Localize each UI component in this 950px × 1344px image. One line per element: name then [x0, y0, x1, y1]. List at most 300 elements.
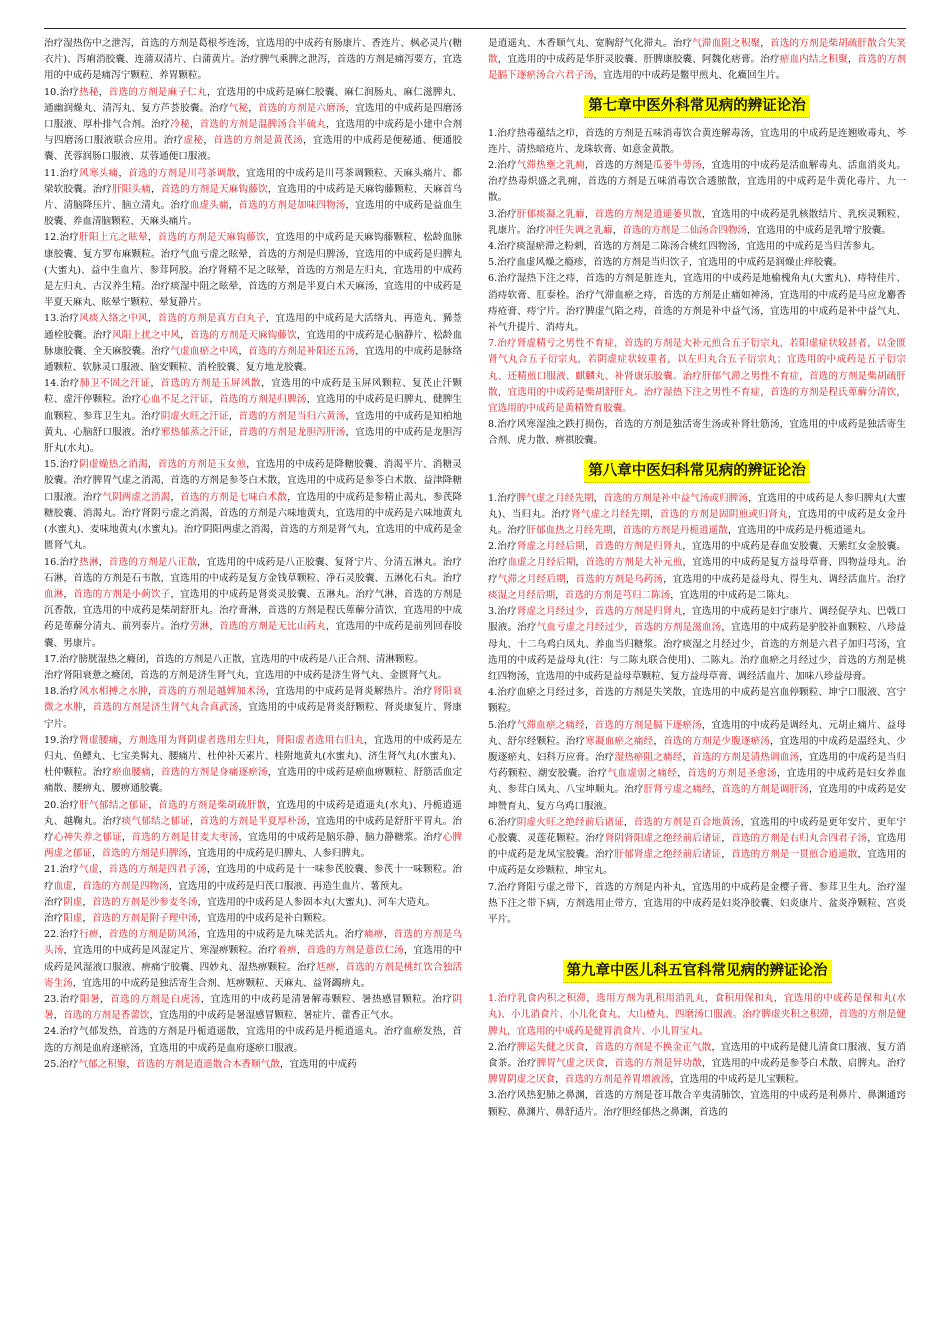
text-run: 1.治疗: [488, 492, 517, 504]
text-run: ，宜选用的中成药是人参固本丸(大蜜丸)、河车大造丸。: [197, 896, 436, 908]
text-run: ，宜选用的中成药是心脑静片、松龄血脉康胶囊、全天麻胶囊。治疗: [44, 329, 462, 357]
paragraph: [488, 126, 906, 158]
text-run: ，宜选用的中成药是天麻钩藤颗粒、天麻首乌片、清脑降压片、脑立清丸。治疗: [44, 183, 462, 212]
text-run: ，宜选用的中成药是人参归脾丸(大蜜丸)、当归丸。治疗: [488, 492, 906, 520]
highlighted-text: 首选的方剂是补中益气汤或归脾汤: [603, 492, 748, 504]
highlighted-text: 阳虚: [63, 912, 83, 924]
text-run: ，宜选用的中成药是八正胶囊、复肾宁片、分清五淋丸。治疗石淋，首选的方剂是石韦散，宜选用的中成药是复方金钱草颗粒、净石灵胶囊、五淋化石丸。治疗: [44, 556, 462, 584]
text-run: 治疗肾阳衰惫之癃闭，首选的方剂是济生肾气丸，宜选用的中成药是济生肾气丸、金匮肾气丸。: [44, 669, 447, 681]
highlighted-text: 首选的方剂是玉屏风散: [160, 378, 262, 390]
text-run: ，: [150, 183, 161, 195]
text-run: ，: [147, 232, 158, 244]
highlighted-text: 邪热郁蒸之汗证: [160, 426, 229, 438]
text-run: ，: [209, 394, 220, 406]
text-run: ，宜选用的中成药是小建中合剂与四磨汤口服液联合应用。治疗: [44, 119, 462, 147]
highlighted-text: 阴暑: [44, 993, 462, 1022]
highlighted-text: 首选的方剂是乌头汤: [44, 929, 462, 957]
text-run: ，: [584, 208, 595, 220]
highlighted-text: 首选的方剂是龙胆泻肝汤: [238, 426, 346, 438]
text-run: ，宜选用的中成药是肾炎解热片。治疗: [265, 686, 433, 698]
highlighted-text: 冲任失调之乳癖: [545, 224, 613, 236]
highlighted-text: 首选的方剂是芎归二陈汤: [564, 589, 671, 601]
highlighted-text: 肾气虚之月经先期: [570, 508, 650, 520]
highlighted-text: 首选的方剂是调肝汤: [721, 784, 809, 796]
highlighted-text: 首选的方剂是薏苡仁汤: [306, 945, 404, 957]
highlighted-text: 风水相搏之水肿: [79, 686, 148, 698]
paragraph: [488, 685, 906, 717]
highlighted-text: 首选的方剂是圣愈汤: [687, 768, 777, 780]
text-run: ，宜选用的中成药是左归丸、鱼鳔丸、七宝美髯丸、腰痛片、杜仲补天素片、桂附地黄丸(水蜜丸)、济生肾气丸(水蜜丸)、杜仲颗粒。治疗: [44, 734, 462, 779]
highlighted-text: 首选的方剂是无比山药丸: [219, 621, 327, 633]
text-run: 24.治疗气郁发热，首选的方剂是丹栀逍遥散，宜选用的中成药是丹栀逍遥丸。治疗血瘀发热，首选的方剂是血府逐瘀汤，宜选用的中成药是血府逐瘀口服液。: [44, 1026, 462, 1054]
text-run: 11.治疗: [44, 167, 80, 179]
text-run: ，宜选用的中成药是健儿清食口服液、复方消食茶。治疗: [488, 1041, 906, 1069]
text-run: ，: [189, 815, 200, 827]
paragraph: [488, 991, 906, 1040]
highlighted-text: 首选的方剂是四物汤: [82, 880, 169, 892]
highlighted-text: 气滞血阻之积聚: [692, 38, 761, 49]
highlighted-text: 肾阴肾阳虚之绝经前后诸证: [604, 832, 722, 844]
text-run: ，: [682, 751, 693, 763]
text-run: 4.治疗血瘀之月经过多，首选的方剂是失笑散，宜选用的中成药是宫血停颗粒、坤宁口服液、宫宁颗粒。: [488, 687, 906, 715]
highlighted-text: 首选的方剂是麻子仁丸: [108, 86, 207, 98]
highlighted-text: 7.治疗肾虚精亏之男性不育症，首选的方剂是大补元煎合五子衍宗丸，若阳虚症状较甚者，以金匮肾气丸合五子衍宗丸，若阴虚症状较重者，以左归丸合五子衍宗丸；宜选用的中成药是五子衍宗丸、还精煎口服液、麒麟丸、补肾康乐胶囊。治疗肝郁气滞之男性不育症，首选的方剂是柴胡疏肝散，宜选用的中成药是柴胡舒肝丸。治疗湿热下注之男性不育症，首选的方剂是程氏萆薢分清饮，宜选用的中成药是黄精赞育胶囊。: [488, 338, 906, 415]
highlighted-text: 尪痹: [316, 961, 336, 973]
text-run: ，: [555, 589, 565, 601]
highlighted-text: 首选的方剂是膈下逐瘀汤: [594, 719, 702, 731]
highlighted-text: 首选的方剂是二仙汤合四物汤: [622, 224, 748, 236]
text-run: ，宜选用的中成药是乳核散结片、乳疾灵颗粒、乳康片。治疗: [488, 208, 906, 236]
text-run: ，宜选用的中成药是瘀血痹颗粒、舒筋活血定痛散、腰痹丸、腰痹通胶囊。: [44, 767, 462, 795]
highlighted-text: 首选的方剂是小蓟饮子: [73, 588, 171, 600]
text-run: ，: [721, 832, 732, 844]
paragraph: [488, 239, 906, 255]
text-run: ，: [170, 491, 181, 503]
highlighted-text: 痰气郁结之郁证: [121, 815, 190, 827]
text-run: 19.治疗: [44, 734, 80, 746]
highlighted-text: 心血不足之汗证: [141, 394, 210, 406]
highlighted-text: 肝肾亏虚之痛经: [643, 784, 712, 796]
highlighted-text: 瘀血内结之积聚: [779, 54, 848, 66]
paragraph: [44, 895, 462, 911]
highlighted-text: 血虚头痛: [189, 200, 229, 212]
highlighted-text: 阴虚: [63, 896, 83, 908]
highlighted-text: 首选的方剂是沙参麦冬汤: [91, 896, 198, 908]
text-run: ，: [649, 508, 660, 520]
text-run: ，: [624, 622, 634, 634]
highlighted-text: 首选的方剂是甘麦大枣汤: [131, 831, 239, 843]
paragraph: [44, 555, 462, 652]
text-run: ，宜选用的中成药是麻仁胶囊、麻仁润肠丸、麻仁滋脾丸、通幽润燥丸、清泻丸、复方芦荟胶囊。治疗: [44, 86, 462, 114]
paragraph: [44, 457, 462, 554]
text-run: 5.治疗: [488, 719, 517, 731]
highlighted-text: 风寒头痛: [79, 167, 119, 179]
text-run: 2.治疗: [488, 541, 517, 553]
text-run: ，宜选用的中成药是调经丸、元胡止痛片、益母丸、舒尔经颗粒。治疗: [488, 719, 906, 747]
text-run: ，宜选用的中成药是安坤赞育丸、复方乌鸡口服液。: [488, 784, 906, 812]
highlighted-text: 痛痹: [364, 929, 384, 941]
text-run: ，宜选用的中成药是丹栀逍遥丸。: [727, 525, 872, 537]
text-run: ，: [584, 541, 595, 553]
text-run: ，: [82, 912, 92, 924]
paragraph: [44, 733, 462, 798]
paragraph: [44, 798, 462, 863]
text-run: ，宜选用的中成药是乳增宁胶囊。: [747, 224, 891, 236]
text-run: ，: [711, 784, 722, 796]
highlighted-text: 首选的方剂是逍遥蒌贝散: [594, 208, 702, 220]
text-run: ，: [238, 345, 249, 357]
text-run: 2.治疗: [488, 160, 517, 172]
section-spacer: [488, 928, 906, 950]
text-run: 8.治疗风寒湿浊之跌打损伤，首选的方剂是独活寄生汤或补肾壮筋汤，宜选用的中成药是独活寄生合剂、虎力散、痹祺胶囊。: [488, 419, 906, 447]
text-run: ，: [98, 929, 109, 941]
highlighted-text: 肝阳头痛: [112, 183, 151, 195]
paragraph: [488, 604, 906, 685]
paragraph: [488, 158, 906, 207]
text-run: ，宜选用的中成药是补白颗粒。: [197, 912, 332, 924]
highlighted-text: 湿热瘀阻之痛经: [614, 751, 683, 763]
text-run: ，宜选用的中成药: [279, 1058, 357, 1070]
text-run: ，宜选用的中成药是春血安胶囊、天紫红女金胶囊。治疗: [488, 541, 906, 569]
chapter-8-body: [488, 491, 906, 928]
text-run: 3.治疗: [488, 606, 517, 618]
text-run: ，: [228, 410, 239, 422]
left-column: [44, 36, 462, 1332]
highlighted-text: 风痰入络之中风: [79, 313, 148, 325]
highlighted-text: 肝郁血热之月经先期: [526, 525, 613, 537]
paragraph: [488, 1040, 906, 1089]
top-rule: [44, 28, 906, 29]
text-run: 15.治疗: [44, 459, 80, 471]
paragraph: [488, 207, 906, 239]
text-run: 6.治疗: [488, 816, 517, 828]
text-run: ，宜选用的中成药是玉屏风颗粒、复芪止汗颗粒、虚汗停颗粒。治疗: [44, 378, 462, 406]
text-run: ，: [121, 831, 132, 843]
chapter-7-body: [488, 126, 906, 450]
text-run: ，宜选用的中成药是更年安片、更年宁心胶囊、灵莲花颗粒。治疗: [488, 816, 906, 844]
text-run: ，宜选用的中成药是复方益母草膏、四物益母丸。治疗: [488, 557, 906, 585]
text-run: 7.治疗肾阳亏虚之带下，首选的方剂是内补丸，宜选用的中成药是金樱子膏、参茸卫生丸。治疗湿热下注之带下病，方剂选用止带方，宜选用的中成药是妇炎净胶囊、妇炎康片、盆炎净颗粒、宫炎平片。: [488, 881, 906, 925]
highlighted-text: 首选的方剂是养胃增液汤: [564, 1074, 671, 1086]
text-run: ，: [677, 768, 688, 780]
highlighted-text: 肝气郁结之郁证: [79, 799, 149, 811]
text-run: ，: [150, 767, 161, 779]
text-run: ，宜选用的中成药是四磨汤口服液、厚朴排气合剂。治疗: [44, 102, 462, 131]
highlighted-text: 首选的方剂是真方白丸子: [157, 313, 266, 325]
highlighted-text: 首选的方剂是天麻钩藤饮: [160, 183, 268, 195]
text-run: ，: [612, 525, 623, 537]
highlighted-text: 首选的方剂是柴胡疏肝散: [158, 799, 267, 811]
paragraph: [488, 815, 906, 880]
text-run: ，宜选用的中成药是前列回春胶囊、男康片。: [44, 621, 462, 649]
text-run: ，宜选用的中成药是暑湿感冒颗粒、暑症片、藿香正气水。: [149, 1010, 399, 1022]
text-run: ，宜选用的中成药是二陈丸。: [670, 589, 795, 601]
highlighted-text: 首选的方剂是百合地黄汤: [633, 816, 741, 828]
highlighted-text: 热淋: [79, 556, 99, 568]
highlighted-text: 首选的方剂是归肾丸: [594, 606, 683, 618]
highlighted-text: 首选的方剂是附子理中汤: [91, 912, 198, 924]
text-run: ，: [180, 329, 190, 341]
highlighted-text: 首选的方剂是身痛逐瘀汤: [160, 767, 268, 779]
text-run: ，宜选用的中成药是驴胶补血颗粒、八珍益母丸、十二乌鸡白凤丸、养血当归糖浆。治疗痰湿之月经过少，首选的方剂是六君子加归芎汤，宜选用的中成药是益母丸(注：与二陈丸联合使用)、二陈丸。治疗血瘀之月经过少，首选的方剂是桃红四物汤，宜选用的中成药是益母草颗粒、复方益母草膏、调经活血片、加味八珍益母膏。: [488, 622, 906, 682]
text-run: ，: [82, 896, 92, 908]
highlighted-text: 冷秘: [170, 119, 190, 131]
text-run: ，宜选用的中成药是益母丸、得生丸、调经活血片。治疗: [663, 573, 906, 585]
paragraph: [488, 271, 906, 336]
text-run: 2.治疗: [488, 1041, 517, 1053]
text-run: 3.治疗: [488, 208, 517, 220]
text-run: ，宜选用的中成药是女珍颗粒、坤宝丸。: [488, 849, 906, 877]
highlighted-text: 首选的方剂是防风汤: [108, 929, 198, 941]
text-run: 14.治疗: [44, 378, 80, 390]
paragraph: [44, 1057, 462, 1073]
text-run: ，首选的方剂是: [584, 160, 654, 172]
highlighted-text: 肾虚之月经后期: [516, 541, 585, 553]
text-run: ，: [584, 1041, 595, 1053]
text-run: 治疗湿热伤中之泄泻，首选的方剂是葛根芩连汤，宜选用的中成药有肠康片、香连片、枫必灵片(糖衣片)、泻痢消胶囊、连蒲双清片、白蒲黄片。治疗脾气乘脾之泄泻，首选的方剂是痛泻要方，宜选用的中成药是痛泻宁颗粒、养胃颗粒。: [44, 38, 462, 82]
paragraph: [44, 927, 462, 992]
text-run: 17.治疗膀胱湿热之癃闭，首选的方剂是八正散，宜选用的中成药是八正合剂、清淋颗粒。: [44, 653, 424, 665]
highlighted-text: 气虚: [79, 864, 99, 876]
highlighted-text: 瓜蒌牛蒡汤: [653, 160, 702, 172]
highlighted-text: 血虚: [53, 880, 73, 892]
paragraph: [488, 417, 906, 449]
paragraph: [44, 992, 462, 1024]
text-run: ，: [147, 313, 158, 325]
paragraph: [488, 880, 906, 929]
text-run: ，宜选用的中成药是逍遥丸(水丸)、丹栀逍遥丸、越鞠丸。治疗: [44, 799, 462, 827]
paragraph: [44, 230, 462, 311]
text-run: ，: [565, 573, 576, 585]
text-run: ，: [623, 816, 634, 828]
text-run: 10.治疗: [44, 86, 80, 98]
highlighted-text: 气阴两虚之消渴: [102, 491, 171, 503]
text-run: ，宜选用的中成药是十一味参芪胶囊、参芪十一味颗粒。治疗: [44, 864, 462, 892]
highlighted-text: 首选的方剂是乌药汤: [575, 573, 664, 585]
highlighted-text: 首选的方剂是柴胡疏肝散合失笑散: [488, 38, 906, 66]
text-run: ，宜选用的中成药是知柏地黄丸、心脑舒口服液。治疗: [44, 410, 462, 438]
paragraph: [44, 376, 462, 457]
paragraph: [488, 336, 906, 417]
paragraph: [488, 491, 906, 540]
text-run: ，: [721, 849, 732, 861]
text-run: ，宜选用的中成药是独活寄生合剂、尪痹颗粒、天麻丸、益肾蠲痹丸。: [72, 977, 371, 989]
highlighted-text: 瘀血腰痛: [112, 767, 151, 779]
paragraph: [44, 166, 462, 231]
highlighted-text: 行痹: [79, 929, 99, 941]
text-run: ，: [228, 426, 239, 438]
text-run: 23.治疗: [44, 993, 80, 1005]
text-run: ，: [82, 702, 93, 714]
highlighted-text: 脾胃气虚之厌食: [536, 1057, 605, 1069]
text-run: ，: [612, 224, 623, 236]
highlighted-text: 首选的方剂是清热调血汤: [692, 751, 800, 763]
highlighted-text: 气滞之月经后期: [497, 573, 566, 585]
text-run: ，: [118, 167, 129, 179]
text-run: ，宜选用的中成药是参苓白术散、启脾丸。治疗: [701, 1057, 906, 1069]
highlighted-text: 阴虚火旺之绝经前后诸证: [516, 816, 624, 828]
highlighted-text: 气血虚弱之痛经: [607, 768, 678, 780]
highlighted-text: 血淋: [44, 588, 64, 600]
text-run: ，: [118, 734, 129, 746]
highlighted-text: 首选的方剂是川芎茶调散: [128, 167, 237, 179]
highlighted-text: 首选的方剂是加味四物汤: [238, 200, 346, 212]
highlighted-text: 首选的方剂是一贯煎合逍遥散: [731, 849, 858, 861]
highlighted-text: 肾虚之月经过少: [516, 606, 585, 618]
text-run: ，: [604, 1057, 615, 1069]
text-run: 21.治疗: [44, 864, 80, 876]
highlighted-text: 肝阳上亢之眩晕: [79, 232, 148, 244]
paragraph: [44, 311, 462, 376]
text-run: ，: [228, 200, 239, 212]
highlighted-text: 首选的方剂是温脾汤合半硫丸: [199, 119, 327, 131]
paragraph: [44, 1024, 462, 1056]
text-run: ，宜选用的中成药是当归芍药颗粒、潮安胶囊。治疗: [488, 751, 906, 780]
paragraph: [44, 684, 462, 733]
chapter-7-heading-wrap: [488, 95, 906, 118]
highlighted-text: 脾胃阴虚之厌食: [488, 1074, 556, 1086]
text-run: ，: [98, 864, 109, 876]
text-run: ，宜选用的中成药是归脾丸、人参归脾丸。: [187, 848, 371, 860]
text-run: ，宜选用的中成药是妇女养血丸、参茸白凤丸、八宝坤顺丸。治疗: [488, 768, 906, 796]
highlighted-text: 肾阳衰微之水肿: [44, 686, 462, 714]
highlighted-text: 首选的方剂是越婢加术汤: [157, 686, 266, 698]
text-run: 6.治疗湿热下注之痔，首选的方剂是脏连丸，宜选用的中成药是地榆槐角丸(大蜜丸)、痔特佳片、消痔软膏、肛泰栓。治疗气滞血瘀之痔，首选的方剂是止痛如神汤，宜选用的中成药是马应龙麝香痔疮膏、痔宁片。治疗脾虚气陷之痔，首选的方剂是补中益气汤，宜选用的中成药是补中益气丸、补气升提片、消痔丸。: [488, 273, 906, 334]
highlighted-text: 气滞血瘀之痛经: [516, 719, 585, 731]
highlighted-text: 1.治疗乳食内积之积滞，选用方剂为乳积用消乳丸，食积用保和丸，宜选用的中成药是保和丸(水丸)、小儿消食片、小儿化食丸、大山楂丸、四磨汤口服液。治疗脾虚夹积之积滞，首选的方剂是健脾丸，宜选用的中成药是健胃消食片、小儿胃宝丸。: [488, 993, 906, 1037]
text-run: ，: [248, 102, 258, 114]
chapter-9-heading-wrap: [488, 960, 906, 983]
paragraph: [488, 36, 906, 85]
highlighted-text: 脾运失健之厌食: [516, 1041, 585, 1053]
paragraph: [488, 718, 906, 815]
paragraph: [44, 36, 462, 85]
text-run: ，宜选用的中成药是降糖胶囊、消渴平片、消糖灵胶囊。治疗脾胃气虚之消渴，首选的方剂是参苓白术散，宜选用的中成药是参苓白术散、益津降糖口服液。治疗: [44, 459, 462, 503]
chapter-9-body: [488, 991, 906, 1121]
highlighted-text: 首选的方剂是固阴煎或归肾丸: [659, 508, 788, 520]
highlighted-text: 气血亏虚之月经过少: [536, 622, 625, 634]
text-run: ，: [98, 86, 109, 98]
highlighted-text: 阳暑: [79, 993, 101, 1005]
highlighted-text: 痰湿之月经后期: [488, 589, 556, 601]
text-run: 5.治疗血虚风燥之瘾疹，首选的方剂是当归饮子，宜选用的中成药是润燥止痒胶囊。: [488, 257, 843, 269]
paragraph: [44, 668, 462, 684]
paragraph: [44, 652, 462, 668]
highlighted-text: 首选的方剂是黄芪汤: [213, 135, 304, 147]
text-run: ，: [847, 54, 858, 66]
text-run: ，宜选用的中成药是参精止渴丸、参芪降糖胶囊、消渴丸。治疗肾阴亏虚之消渴，首选的方剂是六味地黄丸，宜选用的中成药是六味地黄丸(水蜜丸)、麦味地黄丸(水蜜丸)。治疗阴阳两虚之消渴，首选的方剂是肾气丸，宜选用的中成药是金匮肾气丸。: [44, 491, 462, 552]
highlighted-text: 首选的方剂是右归丸合四君子汤: [731, 832, 868, 844]
highlighted-text: 劳淋: [189, 621, 210, 633]
text-run: ，宜选用的中成药是女金丹丸。治疗: [488, 508, 906, 537]
text-run: ，: [150, 378, 161, 390]
text-run: 治疗: [44, 912, 64, 924]
text-run: 18.治疗: [44, 686, 80, 698]
highlighted-text: 心神失养之郁证: [53, 831, 122, 843]
text-run: ，宜选用的中成药是脑乐静、脑力静糖浆。治疗: [238, 831, 443, 843]
highlighted-text: 气滞热壅之乳痈: [516, 160, 585, 172]
text-run: ，宜选用的中成药是活血解毒丸、活血消炎丸。治疗热毒炽盛之乳痈，首选的方剂是五味消毒饮合透脓散，宜选用的中成药是牛黄化毒片、九一散。: [488, 160, 906, 204]
highlighted-text: 首选的方剂是济生肾气丸合真武汤: [92, 702, 239, 714]
highlighted-text: 气郁之积聚: [78, 1058, 127, 1070]
paragraph: [488, 1088, 906, 1120]
highlighted-text: 首选的方剂是四君子汤: [108, 864, 207, 876]
text-run: 16.治疗: [44, 556, 80, 568]
text-run: ，: [575, 557, 586, 569]
text-run: ，: [98, 556, 109, 568]
text-run: 3.治疗风热犯肺之鼻渊，首选的方剂是苍耳散合辛夷清肺饮，宜选用的中成药是利鼻片、鼻渊通窍颗粒、鼻渊片、鼻舒适片。治疗胆经郁热之鼻渊，首选的: [488, 1090, 906, 1118]
highlighted-text: 首选的方剂是玉女煎: [157, 459, 247, 471]
highlighted-text: 首选的方剂是桃红饮合独活寄生汤: [44, 961, 462, 989]
text-run: ，宜选用的中成药是儿宝颗粒。: [670, 1074, 805, 1086]
text-run: ，宜选用的中成药是九味羌活丸。治疗: [197, 929, 365, 941]
text-run: ，宜选用的中成药是华肝灵胶囊、肝脾康胶囊、阿魏化痞膏。治疗: [497, 54, 780, 66]
text-run: ，宜选用的中成药是鳖甲煎丸、化癥回生片。: [593, 70, 786, 82]
paragraph: [44, 911, 462, 927]
highlighted-text: 首选的方剂是白虎汤: [110, 993, 201, 1005]
highlighted-text: 气虚血瘀之中风: [170, 345, 239, 357]
text-run: ，宜选用的中成药是益血生胶囊、养血清脑颗粒、天麻头痛片。: [44, 200, 462, 228]
text-run: ，: [593, 492, 604, 504]
highlighted-text: 首选的方剂是当归六黄汤: [238, 410, 346, 422]
text-run: ，宜选用的中成药是川芎茶调颗粒、天麻头痛片、都梁软胶囊。治疗: [44, 167, 462, 195]
highlighted-text: 寒凝血瘀之痛经: [585, 735, 654, 747]
text-run: ，: [72, 880, 83, 892]
highlighted-text: 首选的方剂是补阳还五汤: [248, 345, 356, 357]
highlighted-text: 首选的方剂是滋血汤: [633, 622, 722, 634]
highlighted-text: 首选的方剂是丹栀逍遥散: [622, 525, 728, 537]
highlighted-text: 首选的方剂是归脾汤: [101, 848, 188, 860]
highlighted-text: 首选的方剂是六磨汤: [257, 102, 346, 114]
chapter-8-heading-wrap: [488, 460, 906, 483]
text-run: 是逍遥丸、木香顺气丸、宽胸舒气化滞丸。治疗: [488, 38, 693, 49]
text-run: ，宜选用的中成药是肾炎灵胶囊、五淋丸。治疗气淋，首选的方剂是沉香散，宜选用的中成药是柴胡舒肝丸。治疗膏淋，首选的方剂是程氏萆薢分清饮，宜选用的中成药是萆薢分清丸、前列泰片。治疗: [44, 588, 462, 633]
highlighted-text: 阴虚火旺之汗证: [160, 410, 229, 422]
text-run: ，: [555, 1074, 565, 1086]
text-run: ，宜选用的中成药是便秘通、便通胶囊、芪蓉润肠口服液、苁蓉通便口服液。: [44, 135, 462, 163]
text-run: 13.治疗: [44, 313, 80, 325]
text-run: ，宜选用的中成药是风湿液口服液、痹痛宁胶囊、四妙丸、湿热痹颗粒。治疗: [44, 945, 462, 973]
text-run: ，: [209, 621, 220, 633]
text-run: ，: [335, 961, 346, 973]
highlighted-text: 首选的方剂是少腹逐瘀汤: [663, 735, 771, 747]
text-run: ，: [584, 606, 595, 618]
highlighted-text: 首选的方剂是香薷饮: [63, 1010, 150, 1022]
text-run: 4.治疗痰湿瘀滞之粉刺，首选的方剂是二陈汤合桃红四物汤，宜选用的中成药是当归苦参丸。: [488, 241, 881, 253]
text-run: ，宜选用的中成药是清暑解毒颗粒、暑热感冒颗粒。治疗: [200, 993, 453, 1005]
text-run: ，宜选用的中成药是大活络丸、再造丸、豨莶通栓胶囊。治疗: [44, 313, 462, 341]
highlighted-text: 肾阳虚者选用右归丸: [275, 734, 365, 746]
text-run: ，: [189, 119, 200, 131]
text-run: ，宜选用的中成药是归脾丸、健脾生血颗粒、参茸卫生丸。治疗: [44, 394, 462, 422]
highlighted-text: 血虚之月经后期: [507, 557, 576, 569]
highlighted-text: 首选的方剂是天麻钩藤饮: [157, 232, 266, 244]
text-run: ，: [203, 135, 214, 147]
text-run: ，: [91, 848, 102, 860]
text-run: ，宜选用的中成药是风湿定片、寒湿痹颗粒。治疗: [63, 945, 278, 957]
highlighted-text: 首选的方剂是大补元煎: [585, 557, 683, 569]
paragraph: [488, 539, 906, 604]
highlighted-text: 首选的方剂是归脾汤: [219, 394, 307, 406]
text-run: ，: [383, 929, 394, 941]
text-run: ，: [296, 945, 307, 957]
text-run: ，宜选用的中成药是天麻钩藤颗粒、松龄血脉康胶囊、复方罗布麻颗粒。治疗气血亏虚之眩晕，首选的方剂是归脾汤，宜选用的中成药是归脾丸(大蜜丸)、益中生血片、参茸阿胶。治疗肾精不足之眩晕，首选的方剂是左归丸，宜选用的中成药是左归丸、古汉养生精。治疗痰湿中阻之眩晕，首选的方剂是半夏白术天麻汤，宜选用的中成药是半夏天麻丸、眩晕宁颗粒、晕复静片。: [44, 232, 462, 309]
paragraph: [44, 862, 462, 894]
text-run: 1.治疗热毒蕴结之疖，首选的方剂是五味消毒饮合黄连解毒汤，宜选用的中成药是连翘败毒丸、芩连片、清热暗疮片、龙珠软膏、如意金黄散。: [488, 127, 906, 155]
text-run: ，: [100, 993, 111, 1005]
highlighted-text: 首选的方剂是半夏厚朴汤: [199, 815, 307, 827]
text-run: ，宜选用的中成药是肾炎舒颗粒、肾炎康复片、肾康宁片。: [44, 702, 462, 730]
